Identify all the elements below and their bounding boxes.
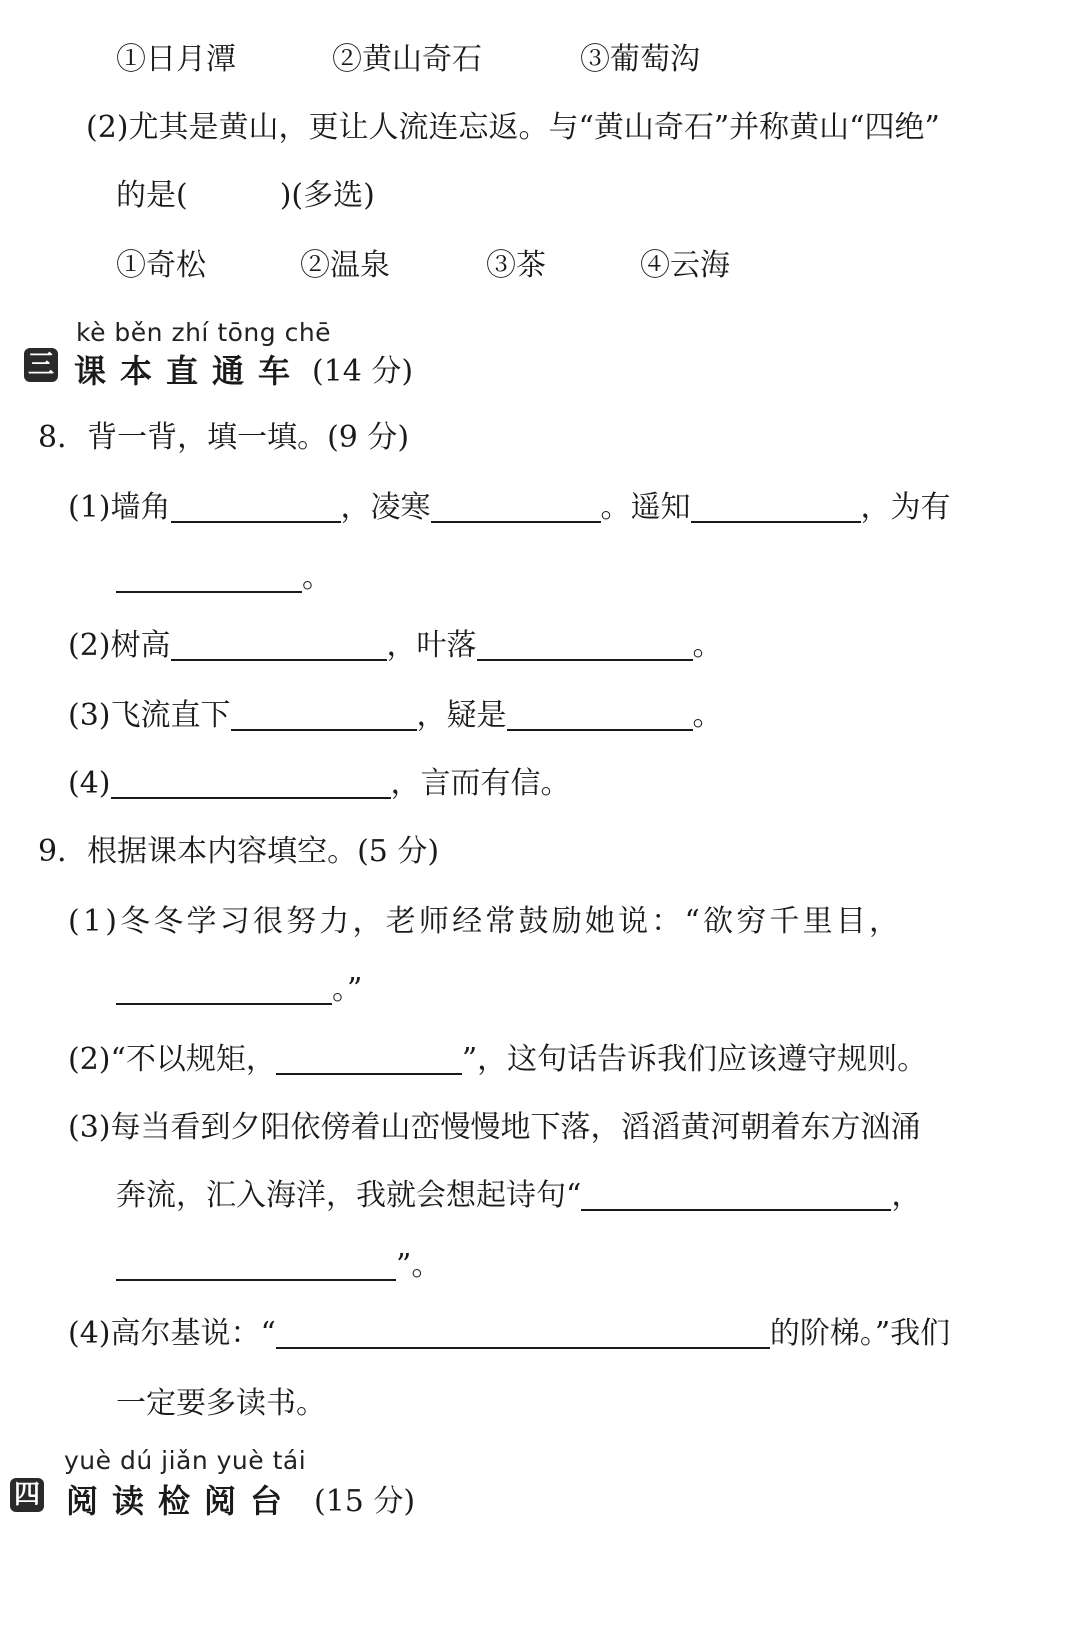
option-qi-song: ①奇松: [116, 248, 206, 283]
q9-2-line: [68, 1040, 927, 1080]
q8-2-text-c: 。: [692, 628, 723, 663]
q8-4-text-a: (4): [68, 766, 111, 801]
q9-2-blank-1[interactable]: [276, 1043, 462, 1075]
q8-4-blank-1[interactable]: [111, 767, 391, 799]
q8-4-text-b: ，言而有信。: [390, 766, 571, 801]
q9-3-text-c: ，: [891, 1178, 922, 1213]
q8-1-text-b: ，凌寒: [340, 490, 431, 525]
q7-2-stem-line2: [116, 176, 375, 216]
q9-3-blank-1[interactable]: [581, 1179, 891, 1211]
q9-stem: 9．根据课本内容填空。(5 分): [38, 834, 440, 869]
q9-4-line1: [68, 1314, 950, 1354]
q9-3-line1: (3)每当看到夕阳依傍着山峦慢慢地下落，滔滔黄河朝着东方汹涌: [68, 1110, 921, 1145]
section4-badge: 四: [10, 1478, 44, 1512]
option-wen-quan: ②温泉: [300, 248, 390, 283]
q9-1-blank-1[interactable]: [116, 973, 332, 1005]
q9-3-blank-2[interactable]: [116, 1249, 396, 1281]
q9-2-text-b: ”，这句话告诉我们应该遵守规则。: [461, 1042, 928, 1077]
section3-badge: 三: [24, 348, 58, 382]
q8-1-text-a: (1)墙角: [68, 490, 171, 525]
section3-title: 课本直通车: [74, 352, 305, 390]
q8-2-blank-2[interactable]: [477, 629, 693, 661]
q8-1-text-c: 。遥知: [600, 490, 691, 525]
q8-4-line: [68, 764, 571, 804]
q8-2-text-a: (2)树高: [68, 628, 171, 663]
q9-3-text-b: 奔流，汇入海洋，我就会想起诗句“: [116, 1178, 582, 1213]
q8-3-text-b: ，疑是: [416, 698, 507, 733]
q8-1-blank-3[interactable]: [691, 491, 861, 523]
q8-1-line2: [116, 558, 332, 598]
q8-1-blank-2[interactable]: [431, 491, 601, 523]
q9-2-text-a: (2)“不以规矩，: [68, 1042, 276, 1077]
q9-3-text-d: ”。: [396, 1248, 442, 1283]
q8-3-text-c: 。: [692, 698, 723, 733]
section4-pinyin: yuè dú jiǎn yuè tái: [64, 1446, 307, 1475]
option-ri-yue-tan: ①日月潭: [116, 42, 236, 77]
q8-1-line1: [68, 488, 951, 528]
q7-2-stem-suffix: )(多选): [279, 178, 375, 213]
q8-1-blank-1[interactable]: [171, 491, 341, 523]
section4-score: (15 分): [314, 1484, 416, 1519]
q9-3-line3: [116, 1246, 441, 1286]
q8-1-text-d: ，为有: [860, 490, 951, 525]
q9-3-line2: [116, 1176, 921, 1216]
q8-1-blank-4[interactable]: [116, 561, 302, 593]
q8-stem: 8．背一背，填一填。(9 分): [38, 420, 410, 455]
q9-4-line2: 一定要多读书。: [116, 1386, 326, 1421]
q8-3-blank-1[interactable]: [231, 699, 417, 731]
q8-3-line: [68, 696, 723, 736]
q8-1-text-e: 。: [302, 560, 332, 595]
q8-2-text-b: ，叶落: [386, 628, 477, 663]
q9-4-blank-1[interactable]: [276, 1317, 770, 1349]
option-pu-tao-gou: ③葡萄沟: [580, 42, 700, 77]
q8-3-blank-2[interactable]: [507, 699, 693, 731]
q9-1-line1: (1)冬冬学习很努力，老师经常鼓励她说：“欲穷千里目，: [68, 904, 903, 939]
q9-4-text-a: (4)高尔基说：“: [68, 1316, 276, 1351]
q7-2-stem-line1: (2)尤其是黄山，更让人流连忘返。与“黄山奇石”并称黄山“四绝”: [86, 110, 940, 145]
section3-pinyin: kè běn zhí tōng chē: [76, 318, 332, 347]
q7-2-stem-prefix: 的是(: [116, 178, 188, 213]
section4-title: 阅读检阅台: [66, 1482, 297, 1520]
section3-score: (14 分): [312, 354, 414, 389]
option-cha: ③茶: [486, 248, 546, 283]
q9-4-text-b: 的阶梯。”我们: [769, 1316, 951, 1351]
option-yun-hai: ④云海: [640, 248, 730, 283]
q8-2-blank-1[interactable]: [171, 629, 387, 661]
option-huang-shan-qi-shi: ②黄山奇石: [332, 42, 482, 77]
q8-2-line: [68, 626, 723, 666]
q9-1-text-b: 。”: [332, 972, 363, 1007]
q9-1-line2: [116, 970, 362, 1010]
q8-3-text-a: (3)飞流直下: [68, 698, 231, 733]
